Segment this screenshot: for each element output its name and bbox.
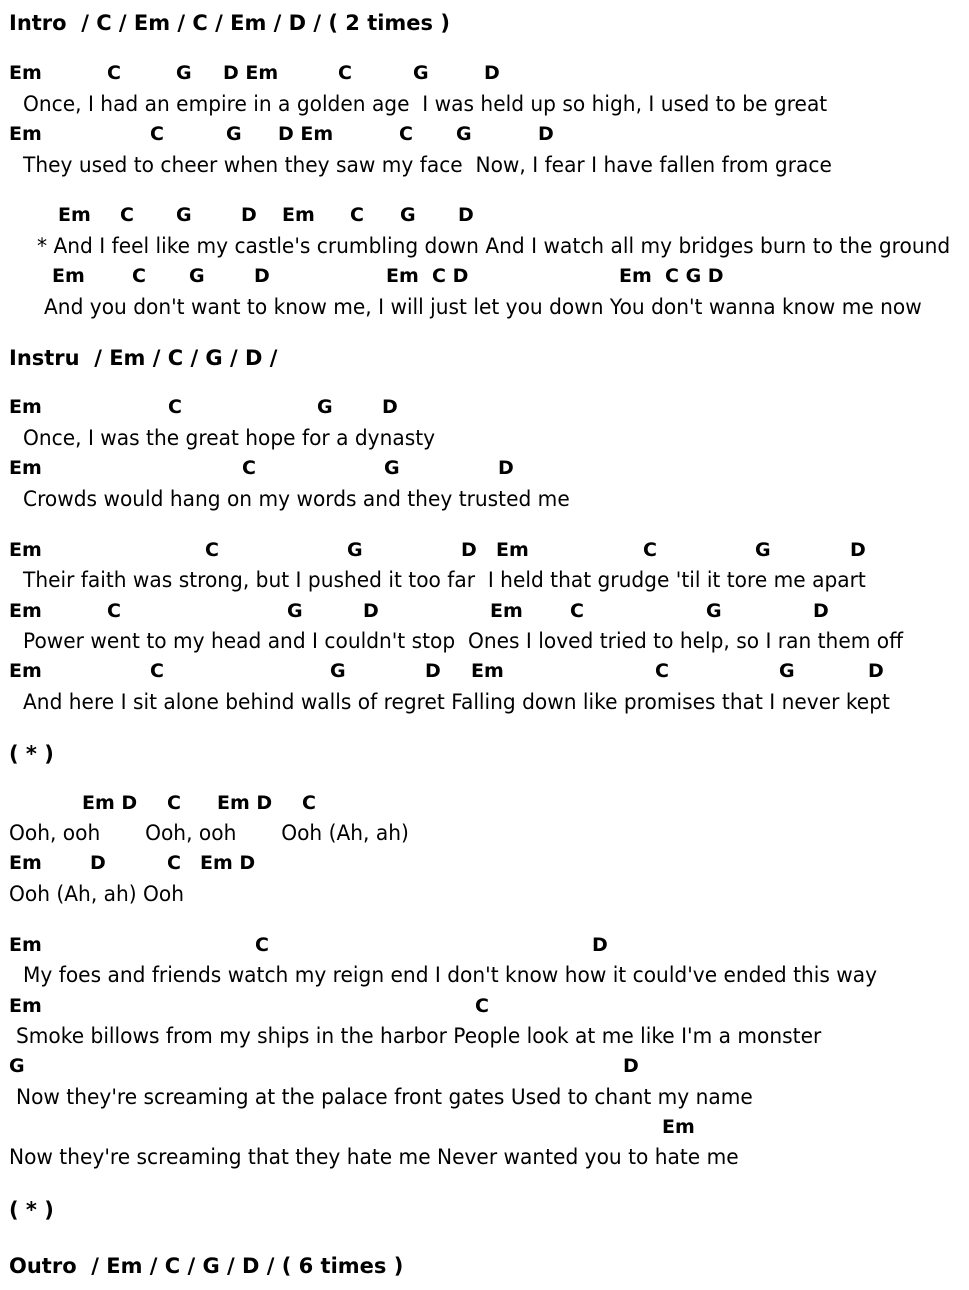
- lyric-line: Now they're screaming at the palace front gates Used to chant my name: [16, 1085, 753, 1109]
- chord: G: [330, 660, 346, 682]
- chord: D: [850, 539, 866, 561]
- chord: C: [350, 204, 364, 226]
- lyric-line: * And I feel like my castle's crumbling down And I watch all my bridges burn to the ground: [37, 234, 951, 258]
- lyric-line: Now they're screaming that they hate me Never wanted you to hate me: [9, 1145, 739, 1169]
- chord: D: [90, 852, 106, 874]
- chord: Em D: [82, 792, 138, 814]
- lyric-line: My foes and friends watch my reign end I don't know how it could've ended this way: [23, 963, 878, 987]
- chord: G: [317, 396, 333, 418]
- chord: Em C G D: [619, 265, 724, 287]
- chord: G: [706, 600, 722, 622]
- chord: C: [168, 396, 182, 418]
- instru-line: Instru / Em / C / G / D /: [9, 346, 278, 370]
- chord: G: [176, 62, 192, 84]
- chord: D: [254, 265, 270, 287]
- chord: D Em: [223, 62, 279, 84]
- chord: Em: [9, 539, 42, 561]
- chord: Em: [9, 995, 42, 1017]
- chord: D: [592, 934, 608, 956]
- chord: C: [570, 600, 584, 622]
- chord: C: [150, 660, 164, 682]
- lyric-line: Crowds would hang on my words and they trusted me: [23, 487, 570, 511]
- chord: Em: [9, 62, 42, 84]
- chord: G: [176, 204, 192, 226]
- chord: Em: [9, 934, 42, 956]
- outro-line: Outro / Em / C / G / D / ( 6 times ): [9, 1254, 404, 1278]
- chord: C: [205, 539, 219, 561]
- chord: D: [425, 660, 441, 682]
- chord: Em: [496, 539, 529, 561]
- chord: C: [132, 265, 146, 287]
- chord: C: [120, 204, 134, 226]
- intro-line: Intro / C / Em / C / Em / D / ( 2 times ): [9, 11, 450, 35]
- lyric-line: Ooh (Ah, ah) Ooh: [9, 882, 185, 906]
- lyric-line: Smoke billows from my ships in the harbor People look at me like I'm a monster: [16, 1024, 822, 1048]
- lyric-line: They used to cheer when they saw my face Now, I fear I have fallen from grace: [23, 153, 832, 177]
- chord: C: [107, 62, 121, 84]
- chord: Em: [282, 204, 315, 226]
- chord: C: [399, 123, 413, 145]
- chord: G: [384, 457, 400, 479]
- chord: C: [167, 852, 181, 874]
- chord: G: [287, 600, 303, 622]
- chord: Em C D: [386, 265, 469, 287]
- chord: Em: [490, 600, 523, 622]
- lyric-line: Once, I was the great hope for a dynasty: [23, 426, 436, 450]
- chord: G: [400, 204, 416, 226]
- chord: D: [241, 204, 257, 226]
- chord: Em: [662, 1116, 695, 1138]
- chord: G: [779, 660, 795, 682]
- lyric-line: And you don't want to know me, I will just let you down You don't wanna know me now: [44, 295, 922, 319]
- chord: G: [347, 539, 363, 561]
- lyric-line: Power went to my head and I couldn't stop Ones I loved tried to help, so I ran them off: [23, 629, 904, 653]
- lyric-line: Once, I had an empire in a golden age I was held up so high, I used to be great: [23, 92, 828, 116]
- chord: Em: [471, 660, 504, 682]
- chord: C: [242, 457, 256, 479]
- chord: Em: [52, 265, 85, 287]
- chord: D: [461, 539, 477, 561]
- chord: G: [755, 539, 771, 561]
- chord: C: [150, 123, 164, 145]
- chord: C: [643, 539, 657, 561]
- chord: Em D: [200, 852, 256, 874]
- chord: G: [413, 62, 429, 84]
- chord: C: [338, 62, 352, 84]
- chord: C: [302, 792, 316, 814]
- chord: D: [363, 600, 379, 622]
- chord: D: [813, 600, 829, 622]
- chorus-reference: ( * ): [9, 1198, 54, 1222]
- chord: C: [255, 934, 269, 956]
- chord: G: [226, 123, 242, 145]
- lyric-line: Ooh, ooh Ooh, ooh Ooh (Ah, ah): [9, 821, 409, 845]
- chord: Em: [9, 396, 42, 418]
- chord: D: [538, 123, 554, 145]
- chord: G: [189, 265, 205, 287]
- chord: G: [9, 1055, 25, 1077]
- chord: C: [167, 792, 181, 814]
- chord: Em: [58, 204, 91, 226]
- chord: Em: [9, 660, 42, 682]
- chord: D: [382, 396, 398, 418]
- chord: Em: [9, 852, 42, 874]
- chord: G: [456, 123, 472, 145]
- chord: D: [623, 1055, 639, 1077]
- chord: Em: [9, 457, 42, 479]
- chord: C: [475, 995, 489, 1017]
- chord: D: [868, 660, 884, 682]
- chord: Em: [9, 123, 42, 145]
- lyric-line: Their faith was strong, but I pushed it too far I held that grudge 'til it tore me apart: [23, 568, 866, 592]
- chord: D: [458, 204, 474, 226]
- chord: D Em: [278, 123, 334, 145]
- chord: C: [107, 600, 121, 622]
- chord: Em: [9, 600, 42, 622]
- lyric-line: And here I sit alone behind walls of regret Falling down like promises that I never kept: [23, 690, 890, 714]
- chord: C: [655, 660, 669, 682]
- chord: D: [498, 457, 514, 479]
- chorus-reference: ( * ): [9, 742, 54, 766]
- chord: D: [484, 62, 500, 84]
- chord: Em D: [217, 792, 273, 814]
